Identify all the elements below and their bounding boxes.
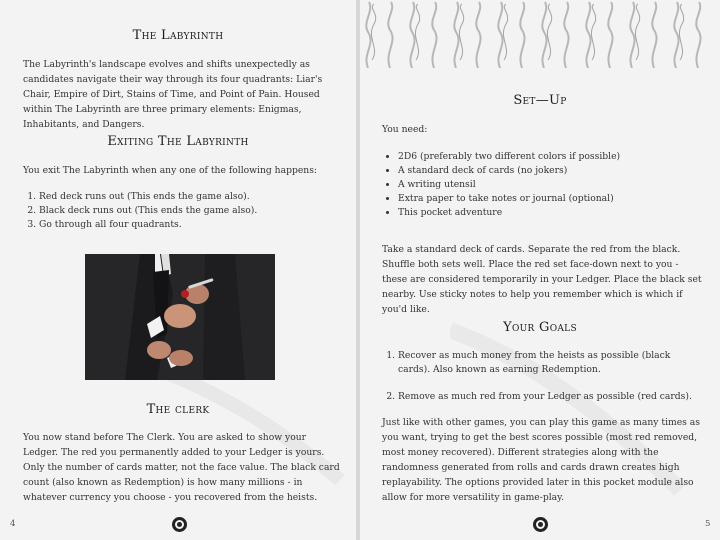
list-item: • A standard deck of cards (no jokers) [398, 164, 702, 178]
list-item: 2. Remove as much red from your Ledger as possible (red cards). [398, 390, 700, 404]
right-page [360, 0, 720, 540]
materials-list [382, 150, 702, 220]
you-need-label: You need: [382, 124, 428, 135]
list-item: 1. Red deck runs out (This ends the game also). [39, 190, 333, 204]
exiting-heading: Exiting The Labyrinth [107, 134, 249, 149]
goals-list [382, 349, 700, 404]
list-item: 3. Go through all four quadrants. [39, 218, 333, 232]
page-number: 5 [705, 519, 711, 529]
smoke-border-decoration [360, 0, 720, 68]
labyrinth-intro: The Labyrinth's landscape evolves and shifts unexpectedly as candidates navigate their way through its four quadrants: Liar's Chair, Empire of Dirt, Stains of Time, and Point of Pain. Housed within The Labyrinth are three primary elements: Enigmas, Inhabitants, and Dangers. [23, 59, 323, 130]
list-item: • A writing utensil [398, 178, 702, 192]
list-item: • This pocket adventure [398, 206, 702, 220]
goals-heading: Your Goals [503, 320, 577, 335]
exit-conditions-list [23, 190, 333, 232]
setup-heading: Set—Up [513, 93, 567, 108]
labyrinth-emblem-icon [533, 517, 548, 532]
labyrinth-emblem-icon [172, 517, 187, 532]
setup-text: Take a standard deck of cards. Separate the red from the black. Shuffle both sets well. Place the red set face-down next to you - these are considered temporarily in your Ledger. Place the black set nearby. Use sticky notes to help you remember which is which if you'd like. [382, 244, 702, 315]
exiting-text: You exit The Labyrinth when any one of the following happens: [23, 165, 318, 176]
list-item: 2. Black deck runs out (This ends the game also). [39, 204, 333, 218]
closing-text: Just like with other games, you can play this game as many times as you want, trying to get the best scores possible (most red removed, most money recovered). Different strategies along with the randomness generated from rolls and cards drawn creates high replayability. The options provided later in this pocket module also allow for more versatility in game-play. [382, 417, 700, 503]
clerk-text: You now stand before The Clerk. You are asked to show your Ledger. The red you permanently added to your Ledger is yours. Only the number of cards matter, not the face value. The black card count (also known as Redemption) is how many millions - in whatever currency you choose - you recovered from the heists. [23, 432, 340, 503]
labyrinth-heading: The Labyrinth [132, 28, 224, 43]
clerk-heading: The clerk [146, 402, 210, 417]
list-item: • Extra paper to take notes or journal (optional) [398, 192, 702, 206]
list-item: • 2D6 (preferably two different colors if possible) [398, 150, 702, 164]
suit-cufflink-photo [85, 254, 275, 380]
page-number: 4 [10, 519, 16, 529]
left-page [0, 0, 356, 540]
list-item: 1. Recover as much money from the heists as possible (black cards). Also known as earning Redemption. [398, 349, 700, 377]
